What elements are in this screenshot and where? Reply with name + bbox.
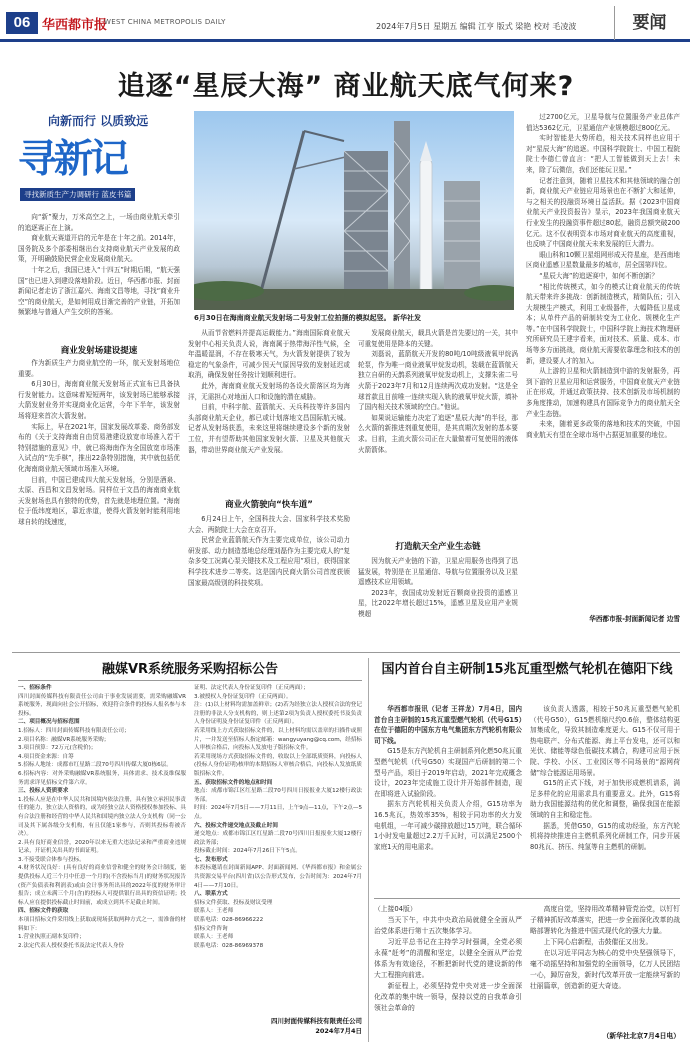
- tender-line: 1.招标人：四川封面传媒科技有限责任公司；: [18, 727, 130, 734]
- tender-line: 五、获取招标文件的地点和时间: [194, 779, 273, 786]
- xinhua-column-1: [374, 904, 522, 1044]
- article-column-2b: [188, 514, 350, 648]
- tender-line: 二、项目概况与招标范围: [18, 719, 80, 726]
- paragraph: 6月30日，海南商业航天发射场正式宣布已具备执行发射能力。这意味着短短两年，该发射场已能够承接大箭发射业务并实现商业化运营，今年下半年，该发射场将迎来首次大箭发射。: [18, 380, 180, 420]
- tender-line: 联系电话：028-86969378: [194, 942, 264, 949]
- tender-notice-left: [18, 684, 186, 1040]
- tender-line: 3.项目预算：72万元(含税价)；: [18, 745, 97, 752]
- tender-line: 4.项目资金来源：自筹: [18, 753, 74, 760]
- paper-logo: 华西都市报: [42, 18, 108, 33]
- tender-line: 招标文件获取、投标及财议受理: [194, 899, 273, 906]
- tender-line: 八、联系方式: [194, 891, 228, 898]
- paragraph: G15是东方汽轮机自主研制系列化燃50兆瓦重型燃气轮机（代号G50）实现国产后研制的第二个型号产品，项目于2019年启动，2021年完成概念设计，2023年完成施工设计并开始部件制造，现在即将进入试验阶段。: [374, 747, 522, 798]
- article-byline: 华西都市报-封面新闻记者 边雪: [589, 615, 680, 623]
- paragraph: 此外，海南商业航天发射场的各设火箭落区均为海洋，无需担心对地面人口和设施的潜在威胁。: [188, 381, 350, 401]
- paragraph: 因为航天产业链的下游，卫星应用服务也得到了迅猛发展，特别是在卫星通信、导航与位置服务以及卫星遥感技术应用领域。: [358, 557, 518, 587]
- tender-issuer: [194, 1016, 362, 1036]
- xinhua-column-2: [530, 904, 680, 1028]
- tender-line: 投标截止时间：2024年7月26日下午5点。: [194, 848, 301, 855]
- paragraph: 十年之后，我国已进入“十四五”时期后期，“航天强国”也已进入到建设落地阶段。近日，华西都市报、封面新闻记者走访了浙江嘉兴、海南文昌等地，寻找“商业升空”的商业航天，是如何用成目渐完善的产业链，开拓加频繁地与普通人产生交织的答案。: [18, 265, 180, 317]
- page-number: 06: [6, 12, 38, 34]
- tender-line: 联系人：王老师: [194, 908, 234, 915]
- gas-turbine-column-2: [530, 704, 680, 894]
- subheading-launch-site: 商业发射场建设提速: [60, 346, 138, 356]
- paragraph: 发展商业航天，载具火箭是首先要过的一关，其中可重复使用是降本的关键。: [358, 329, 518, 348]
- paragraph: “星辰大海”的追逐赛中，如何不断创新？: [539, 271, 659, 280]
- paragraph: 未来，随着更多政策的落地和技术的突破，中国商业航天有望在全球市场中占据更加重要的地位。: [526, 420, 680, 439]
- paragraph: 目前，中科宇航、蓝箭航天、天兵科技等许多国内头部商业航天企业，都已或计划落地文昌国际航天城。记者从发射场获悉，未来这里将继续建设多个新的发射工位，并有望帮助其他国家发射火箭、卫星及其他航天器，带动世界商业航天产业发展。: [188, 403, 350, 454]
- section-divider: [12, 652, 680, 653]
- article-column-3b: [358, 556, 518, 648]
- paragraph: “相比传统模式，如今的模式让商业航天的传统航天带来许多挑战：创新制造模式，精简队伍；引入大规模生产模式，利用工业级器件，大幅降低卫星成本；从单件产品的研制转变为工业化、规模化生产等。”在中国科学院院士，中国科学院上海技术物理研究所研究员王建宇看来，面对技术、质量、成本、市场等多方面挑战，商业航天需要依靠理念和技术的创新，建设要人才的加入。: [526, 282, 680, 365]
- section-divider-lower: [374, 898, 680, 899]
- badge-subtitle: 寻找新质生产力调研行 蓝皮书篇: [20, 188, 135, 201]
- article-column-2: [188, 328, 350, 492]
- tender-line: 时间：2024年7月5日——7月11日，上午9点—11点，下午2点—5点。: [194, 805, 362, 820]
- paragraph: G15的正式下线，对于加快形成燃机谱系，满足多样化的应用需求具有重要意义。此外，G15将助力我国能源结构的优化和调整，确保我国在能源领域的自主和稳定性。: [530, 779, 680, 819]
- paragraph: 从而节省燃料并提高运载能力。”海南国际商业航天发射中心相关负责人说，海南属于热带海洋性气候，全年温暖湿润，不存在极寒天气，为火箭发射提供了较为稳定的气象条件，可减少因天气原因导致的发射延迟或取消，确保发射任务按计划顺利进行。: [188, 329, 350, 380]
- paragraph: 眼山科和10颗卫星组网形成天符星座，是西南地区商业遥感卫星数量最多的城市，居全国第四位。: [526, 250, 680, 270]
- tender-line: 5.招标人地址：成都市红星路二段70号四川传媒大厦0栋6层。: [18, 762, 172, 769]
- tender-line: 6.招标内容：对外采购融媒VR系统服务，具体需求、技术及维保服务需求详见招标文件第六章。: [18, 770, 186, 786]
- tender-issuer-name: 四川封面传媒科技有限责任公司: [271, 1017, 362, 1025]
- paragraph: 华西都市报讯（记者 王祥龙）7月4日，国内首台自主研制的15兆瓦重型燃气轮机（代号G15）在位于德阳的中国东方电气集团东方汽轮机有限公司下线。: [374, 705, 522, 745]
- tender-notice-title: 融媒VR系统服务采购招标公告: [101, 662, 279, 677]
- paragraph: 当天下午，中共中央政治局就健全全面从严治党体系进行第十五次集体学习。: [374, 916, 522, 935]
- paragraph: 实际上，早在2021年，国家发展改革委、商务部发布的《关于支持海南自由贸易港建设放宽市场准入若干特别措施的意见》中，就已将海南作为全国放宽市场准入试点的“先手棋”，推出22条特别措施，其中就包括优化海南商业航天领域市场准入环境。: [18, 422, 180, 473]
- badge-slogan: 向新而行 以质致远: [48, 114, 149, 128]
- paragraph: 从上游的卫星和火箭制造到中游的发射服务，再到下游的卫星应用和运营服务，中国商业航天产业链正在形成，并通过政策扶持、技术创新及市场机制的多角度推动，加速构建具有国际竞争力的商业航天全产业生态链。: [526, 367, 680, 418]
- tender-notice-right: [194, 684, 362, 1014]
- paragraph: 新征程上，必须坚持党中央对进一步全面深化改革的集中统一领导，保持以党的自我革命引领社会革命的: [374, 982, 522, 1012]
- continued-note: （上接04版）: [374, 905, 417, 913]
- tender-line: 地点：成都市锦江区红星路二段70号四川日报报业大厦12楼行政法务部。: [194, 788, 362, 803]
- main-headline: 追逐“星辰大海” 商业航天底气何来?: [117, 71, 575, 102]
- paragraph: 2023年，我国成功发射近百颗商业投资的遥感卫星，比2022年增长超过15%，遥感卫星及应用产业规模超: [358, 588, 518, 618]
- issue-meta: 2024年7月5日 星期五 编辑 江亨 版式 梁艳 校对 毛凌波: [376, 22, 577, 31]
- page-header: [0, 0, 690, 42]
- tender-line: 本项目招标文件采用线上获取或现场获取两种方式之一，需准备的材料如下：: [18, 917, 186, 932]
- tender-line: 3.不接受联合体参与投标。: [18, 856, 85, 863]
- tender-title-rule: [18, 680, 362, 681]
- paragraph: 作为新质生产力商业航空的一环，航天发射场地位重要。: [18, 359, 180, 378]
- paragraph: 如果说运输能力决定了追逐“星辰大海”的半径，那么火箭的新推进剂重复使用，是其真期次发射的基本要求。目前，主流火箭公司正在大量做着可复使用的液体火箭箭体。: [358, 413, 518, 454]
- paragraph: 记者注意到，随着卫星技术和其他领域的融合创新，商业航天产业链应用场景也在不断扩大和延伸，与之相关的投融资环境日益活跃。据《2023中国商业航天产业投资报告》显示，2023年我国商业航天行业发生的投融资事件超过80起，融资总额突破200亿元。这不仅表明资本市场对商业航天的高度重视，也反映了中国商业航天未来发展的巨大潜力。: [526, 176, 680, 249]
- paragraph: 商业航天赛道开启的元年是在十年之前。2014年，国务院及多个部委相继出台支持商业航天产业发展的政策，开明确鼓励民营企业发展商业航天。: [18, 234, 180, 264]
- tender-line: 若采用现场方式获取招标文件的，收取以上全部纸质资料，向投标人(投标人身份证明)核审的本期招标人审核合格后，向投标人发放纸质版招标文件。: [194, 753, 362, 777]
- paragraph: 6月24日上午，全国科技大会、国家科学技术奖励大会、两院院士大会在京召开。: [188, 515, 350, 534]
- tender-line: 1.营业执照正副本复印件；: [18, 934, 85, 941]
- xinhua-dateline: （新华社北京7月4日电）: [602, 1032, 680, 1040]
- tender-line: 联系电话：028-86966222: [194, 917, 264, 924]
- tender-line: 四川封面传媒科技有限责任公司由于事业发展需要，需采购融媒VR系统服务，现面向社会公开招标，欢迎符合条件的投标人报名参与本投标。: [18, 693, 186, 717]
- paragraph: 上下同心启新程，击鼓催征又出发。: [543, 938, 653, 946]
- paragraph: 民营企业蓝箭航天作为主要完成单位，该公司动力研发部、动力制造基地总经理刘磊作为主要完成人的“复杂多变工况离心泵关键技术及工程应用”项目，获得国家科学技术进步二等奖。这是国内民商火箭公司首度获颁国家最高级别的科技奖项。: [188, 536, 350, 587]
- tender-line: 联系人：王老师: [194, 934, 234, 941]
- gas-turbine-column-1: [374, 704, 522, 894]
- tender-line: 2.法定代表人授权委托书及法定代表人身份: [18, 942, 125, 949]
- paragraph: 刘磊说，蓝箭航天开发的80吨/10吨级液氧甲烷涡轮泵，作为唯一商业液氧甲烷发动机，装载在蓝箭航天独立自研的天鹊系列液氧甲烷发动机上，支撑朱雀二号火箭于2023年7月和12月连续两次成功发射。“这是全球首款且目前唯一连续实现入轨的液氧甲烷火箭，填补了国内相关技术领域的空白。”他说。: [358, 350, 518, 412]
- tender-line: 3.被授权人身份证复印件（正反两面）。: [194, 693, 292, 700]
- paragraph: 据东方汽轮机相关负责人介绍，G15功率为16.5兆瓦，热效率35%，相较于同功率的火力发电机组，一年可减少碳排放超过15万吨，联合循环1小时发电量超过2.2万千瓦时，可以满足2500个家庭1天的用电需求。: [374, 800, 522, 851]
- tender-line: 三、投标人资质要求: [18, 788, 69, 795]
- subheading-industry-chain: 打造航天全产业生态链: [395, 542, 481, 552]
- paragraph: 实时智能是大势所趋，相关技术同样也应用于对“星辰大海”的追逐。中国科学院院士、中国工程院院士李德仁曾直言：“把人工智能做到天上去！未来，除了玩微信，我们还能玩卫星。”: [526, 134, 680, 174]
- subheading-commercial-rockets: 商业火箭驶向“快车道”: [225, 500, 313, 510]
- tender-line: 本投标邀请在封面新闻APP、封面新闻网、《华西都市报》和金属公共资源交易平台(四川省)以公告形式发布，公告时间为：2024年7月4日——7月10日。: [194, 865, 362, 889]
- tender-line: 招标文件咨询: [194, 925, 228, 932]
- article-column-4: [526, 112, 680, 612]
- tender-line: 递交地点：成都市锦江区红星路二段70号四川日报报业大厦12楼行政法务部；: [194, 831, 362, 846]
- paragraph: 该负责人透露，相较于50兆瓦重型燃气轮机（代号G50），G15燃机缩尺约0.6倍，整体结构更加集成化，导致其制造难度更大。G15不仅可用于热电联产、分布式能源、海上平台发电，还可以和光伏、储能等绿色低碳技术耦合，构建可应用于医院、学校、小区、工业园区等不同场景的“源网荷储”综合能源运用场景。: [530, 705, 680, 777]
- article-intro: [18, 212, 180, 340]
- tender-line: 证明、法定代表人身份证复印件（正反两面）；: [194, 685, 309, 691]
- tender-line: 若采用线上方式获取招标文件的，以上材料均需以盖章的扫描件或照片，一并发送至招标人指定邮箱：wangyuyang@cq.com，经招标人审核合格后，向投标人发放电子版招标文件。: [194, 727, 362, 752]
- article-column-1: [18, 358, 180, 648]
- tender-line: 注：(1)以上材料均需加盖鲜章；(2)若为经独立法人授权合法的登记注册的非法人分支机构的，则上述第2项为负责人授权委托书及负责人身份证明及身份证复印件（正反两面）。: [194, 702, 362, 726]
- column-badge: [18, 112, 178, 204]
- column-divider: [368, 658, 369, 1042]
- tender-line: 一、招标条件: [18, 685, 52, 691]
- tender-line: 六、投标文件递交地点及截止时间: [194, 822, 278, 829]
- tender-line: 1.投标人应是在中华人民共和国境内依法注册，具有独立承担民事责任的能力，独立法人资格的，或为经独立法人资格授权参加投标、具有合法注册和经营的中华人民共和国境内独立法人分支机构（同一公司及其下属各级分支机构，有且仅能1家参与，否则其投标将被否决）。: [18, 796, 186, 838]
- tender-line: 四、招标文件的获取: [18, 908, 69, 915]
- section-label: 要闻: [614, 6, 684, 40]
- paragraph: 目前，中国已建成四大航天发射场，分别是酒泉、太原、西昌和文昌发射场。同样位于文昌的海南商业航天发射场也具有独特的优势，首先就是地理位置。“海南位于低纬度地区，靠近赤道，使得火箭发射时能利用地球自转的线速度，: [18, 475, 180, 526]
- paragraph: 高度自觉，坚持用改革精神管党治党，以钉钉子精神抓好改革落实，把进一步全面深化改革的战略部署转化为推进中国式现代化的强大力量。: [530, 905, 680, 935]
- paragraph: 在以习近平同志为核心的党中央坚强领导下，毫不动摇坚持和加强党的全面领导，亿万人民团结一心，踔厉奋发，新时代改革开放一定能续写新的壮丽篇章，创造新的更大奇迹。: [530, 949, 680, 990]
- article-column-3: [358, 328, 518, 532]
- photo-caption: 6月30日在海南商业航天发射场二号发射工位拍摄的模拟起竖。 新华社发: [194, 314, 422, 322]
- badge-title: 寻新记: [18, 137, 127, 182]
- tender-line: 2.项目名称：融媒VR系统服务采购；: [18, 736, 110, 743]
- launch-site-photo: [194, 111, 514, 310]
- rocket-launch-tower-illustration: [194, 111, 514, 310]
- tender-line: 七、发布形式: [194, 856, 228, 863]
- tender-issue-date: 2024年7月4日: [315, 1027, 362, 1035]
- paragraph: 向“新”聚力，万米高空之上，一场由商业航天牵引的追逐赛正在上演。: [18, 213, 180, 232]
- paragraph: 过2700亿元，卫星导航与位置服务产业总体产值达5362亿元，卫星通信产业规模超过800亿元。: [526, 113, 680, 132]
- tender-line: 2.具有良好商业信誉，2020年以来无重大违法记录和严重商业违规记录，开证机关出具的书面证明。: [18, 839, 186, 855]
- gas-turbine-headline: 国内首台自主研制15兆瓦重型燃气轮机在德阳下线: [381, 662, 673, 677]
- tender-line: 4.财务状况良好：(具有良好的商业信誉和健全的财务会计制度，能提供投标人近三个月中任意一个月的(不含投标当月)的财务状况报告(资产负债表和利润表)或由会计事务所出具的2022年度的财务审计报告；成立未满三个月(含)的投标人可提供银行出具的资信证明；投标人应在提供投标截止时间前，或成立到其不足截止时间。: [18, 865, 186, 906]
- paragraph: 据悉，凭借G50，G15的成功经验，东方汽轮机将持续推进自主燃机系列化研制工作，同步开展80兆瓦、挤压、纯氢等自主燃机的研制。: [530, 821, 680, 851]
- paragraph: 习近平总书记在主持学习时强调，全党必须永葆“赶考”的清醒和坚定，以健全全面从严治党体系为有效途径，不断把新时代党的建设新的伟大工程推向前进。: [374, 938, 522, 979]
- paper-english-name: WEST CHINA METROPOLIS DAILY: [104, 18, 226, 26]
